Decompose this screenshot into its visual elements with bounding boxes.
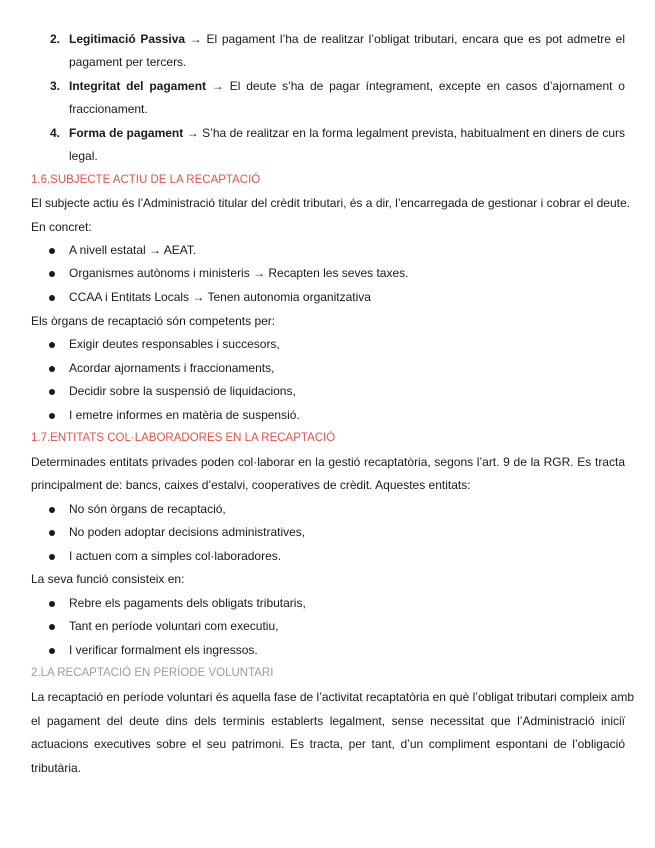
paragraph-line: La recaptació en període voluntari és aquella fase de l’activitat recaptatòria en què l’obligat tributari compleix amb (31, 690, 635, 704)
item-line-2: legal. (69, 149, 98, 163)
item-number: 2. (50, 32, 61, 46)
item-text (69, 126, 625, 141)
arrow: → (186, 126, 199, 140)
section-heading: 1.6.SUBJECTE ACTIU DE LA RECAPTACIÓ (31, 174, 261, 186)
list-item: Decidir sobre la suspensió de liquidacions, (69, 384, 296, 398)
item-line: S’ha de realitzar en la forma legalment prevista, habitualment en diners de curs (202, 126, 626, 140)
list-item: Exigir deutes responsables i succesors, (69, 337, 280, 351)
item-line-2: fraccionament. (69, 102, 148, 116)
item-title: Integritat del pagament (69, 79, 207, 93)
item-number: 4. (50, 126, 61, 140)
list-item: Rebre els pagaments dels obligats tributaris, (69, 596, 306, 610)
bullet-dot (49, 507, 55, 513)
item-title: Forma de pagament (69, 126, 184, 140)
bullet-dot (49, 366, 55, 372)
item-text (69, 79, 625, 94)
paragraph-line: actuacions executives sobre el seu patrimoni. Es tracta, per tant, d’un compliment espontani de l’obligació (31, 737, 625, 751)
arrow: → (211, 79, 224, 93)
list-item: Organismes autònoms i ministeris → Recapten les seves taxes. (69, 266, 409, 280)
paragraph-line: el pagament del deute dins dels terminis establerts legalment, sense necessitat que l’Administració iniciï (31, 714, 625, 728)
bullet-dot (49, 342, 55, 348)
list-item: No poden adoptar decisions administratives, (69, 525, 306, 539)
bullet-dot (49, 554, 55, 560)
item-number: 3. (50, 79, 61, 93)
list-item: No són òrgans de recaptació, (69, 502, 226, 516)
list-item: I emetre informes en matèria de suspensió. (69, 408, 300, 422)
bullet-dot (49, 271, 55, 277)
section-heading: 1.7.ENTITATS COL·LABORADORES EN LA RECAPTACIÓ (31, 432, 336, 444)
bullet-dot (49, 295, 55, 301)
paragraph-line: principalment de: bancs, caixes d’estalvi, cooperatives de crèdit. Aquestes entitats: (31, 478, 471, 492)
paragraph-intro: La seva funció consisteix en: (31, 572, 185, 586)
paragraph-line: tributària. (31, 761, 82, 775)
paragraph-intro: En concret: (31, 220, 92, 234)
section-heading: 2.LA RECAPTACIÓ EN PERÍODE VOLUNTARI (31, 667, 274, 679)
list-item: Tant en període voluntari com executiu, (69, 619, 279, 633)
bullet-dot (49, 389, 55, 395)
item-line: El pagament l’ha de realitzar l’obligat tributari, encara que es pot admetre el (206, 32, 625, 46)
arrow: → (189, 32, 202, 46)
list-item: Acordar ajornaments i fraccionaments, (69, 361, 275, 375)
list-item: CCAA i Entitats Locals → Tenen autonomia organitzativa (69, 290, 371, 304)
item-text (69, 32, 625, 47)
bullet-dot (49, 648, 55, 654)
paragraph: El subjecte actiu és l’Administració titular del crèdit tributari, és a dir, l’encarregada de gestionar i cobrar el deute. (31, 196, 630, 210)
paragraph-intro: Els òrgans de recaptació són competents per: (31, 314, 276, 328)
bullet-dot (49, 601, 55, 607)
paragraph-line: Determinades entitats privades poden col·laborar en la gestió recaptatòria, segons l’art. 9 de la RGR. Es tracta (31, 455, 625, 469)
list-item: A nivell estatal → AEAT. (69, 243, 197, 257)
item-line-2: pagament per tercers. (69, 55, 187, 69)
list-item: I actuen com a simples col·laboradores. (69, 549, 282, 563)
bullet-dot (49, 530, 55, 536)
item-title: Legitimació Passiva (69, 32, 186, 46)
list-item: I verificar formalment els ingressos. (69, 643, 258, 657)
item-line: El deute s’ha de pagar íntegrament, excepte en casos d’ajornament o (229, 79, 625, 93)
bullet-dot (49, 624, 55, 630)
bullet-dot (49, 248, 55, 254)
bullet-dot (49, 413, 55, 419)
